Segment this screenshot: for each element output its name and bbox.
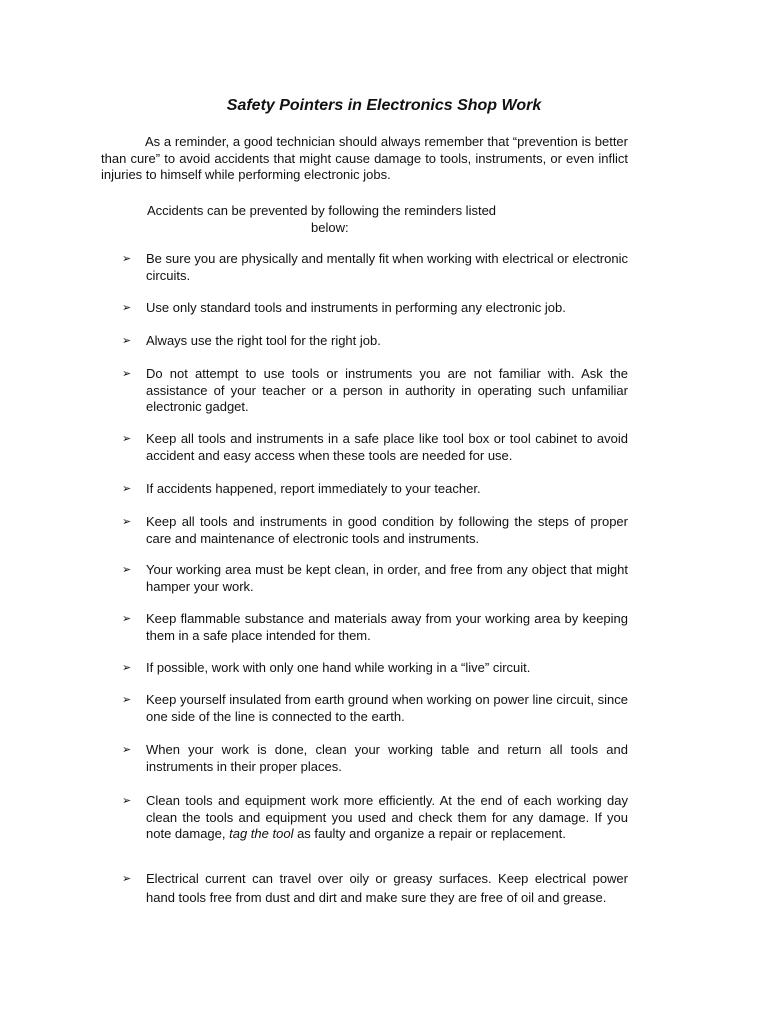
list-item [122,611,628,644]
list-item-text: Keep all tools and instruments in a safe place like tool box or tool cabinet to avoid accident and easy access when these tools are needed for use. [146,431,628,463]
arrow-bullet-icon: ➢ [122,693,132,706]
list-item [122,333,628,350]
list-item-text: Use only standard tools and instruments in performing any electronic job. [146,300,566,315]
intro-text: As a reminder, a good technician should always remember that “prevention is better than cure” to avoid accidents that might cause damage to tools, instruments, or even inflict injuries to himself while performing electronic jobs. [101,134,628,182]
arrow-bullet-icon: ➢ [122,743,132,756]
arrow-bullet-icon: ➢ [122,367,132,380]
list-item-text: Your working area must be kept clean, in order, and free from any object that might hamper your work. [146,562,628,594]
list-item-text [146,793,628,843]
arrow-bullet-icon: ➢ [122,794,132,807]
arrow-bullet-icon: ➢ [122,301,132,314]
list-item-text: Keep flammable substance and materials away from your working area by keeping them in a safe place intended for them. [146,611,628,643]
list-item-text: Be sure you are physically and mentally fit when working with electrical or electronic circuits. [146,251,628,283]
page-title: Safety Pointers in Electronics Shop Work [226,97,542,114]
lead-sentence [147,203,627,236]
arrow-bullet-icon: ➢ [122,872,132,885]
list-item-text: When your work is done, clean your working table and return all tools and instruments in their proper places. [146,742,628,774]
arrow-bullet-icon: ➢ [122,612,132,625]
list-item [122,514,628,547]
arrow-bullet-icon: ➢ [122,334,132,347]
arrow-bullet-icon: ➢ [122,563,132,576]
lead-line-2: below: [311,219,349,235]
list-item [122,431,628,464]
list-item-text: Keep all tools and instruments in good condition by following the steps of proper care and maintenance of electronic tools and instruments. [146,514,628,546]
list-item [122,366,628,416]
arrow-bullet-icon: ➢ [122,661,132,674]
list-item [122,251,628,284]
list-item-text-part: Clean tools and equipment work more efficiently. At the end of each working day clean the tools and equipment you used and check them for any damage. If you note damage, [146,793,628,841]
list-item [122,481,628,498]
list-item [122,793,628,843]
list-item [122,660,628,677]
list-item [122,742,628,775]
arrow-bullet-icon: ➢ [122,482,132,495]
list-item-text: Do not attempt to use tools or instruments you are not familiar with. Ask the assistance of your teacher or a person in authority in operating such unfamiliar electronic gadget. [146,366,628,414]
list-item [122,869,628,907]
list-item-text: Electrical current can travel over oily or greasy surfaces. Keep electrical power hand tools free from dust and dirt and make sure they are free of oil and grease. [146,871,628,905]
list-item-text: Keep yourself insulated from earth ground when working on power line circuit, since one side of the line is connected to the earth. [146,692,628,724]
list-item [122,692,628,725]
arrow-bullet-icon: ➢ [122,432,132,445]
list-item-text-part: as faulty and organize a repair or replacement. [293,826,566,841]
list-item [122,562,628,595]
lead-line-1: Accidents can be prevented by following the reminders listed [147,203,497,218]
arrow-bullet-icon: ➢ [122,515,132,528]
list-item-text: If accidents happened, report immediately to your teacher. [146,481,481,496]
list-item-text: Always use the right tool for the right job. [146,333,381,348]
list-item-text: If possible, work with only one hand while working in a “live” circuit. [146,660,531,675]
intro-paragraph [101,134,628,184]
arrow-bullet-icon: ➢ [122,252,132,265]
list-item-emphasis: tag the tool [229,826,294,841]
list-item [122,300,628,317]
